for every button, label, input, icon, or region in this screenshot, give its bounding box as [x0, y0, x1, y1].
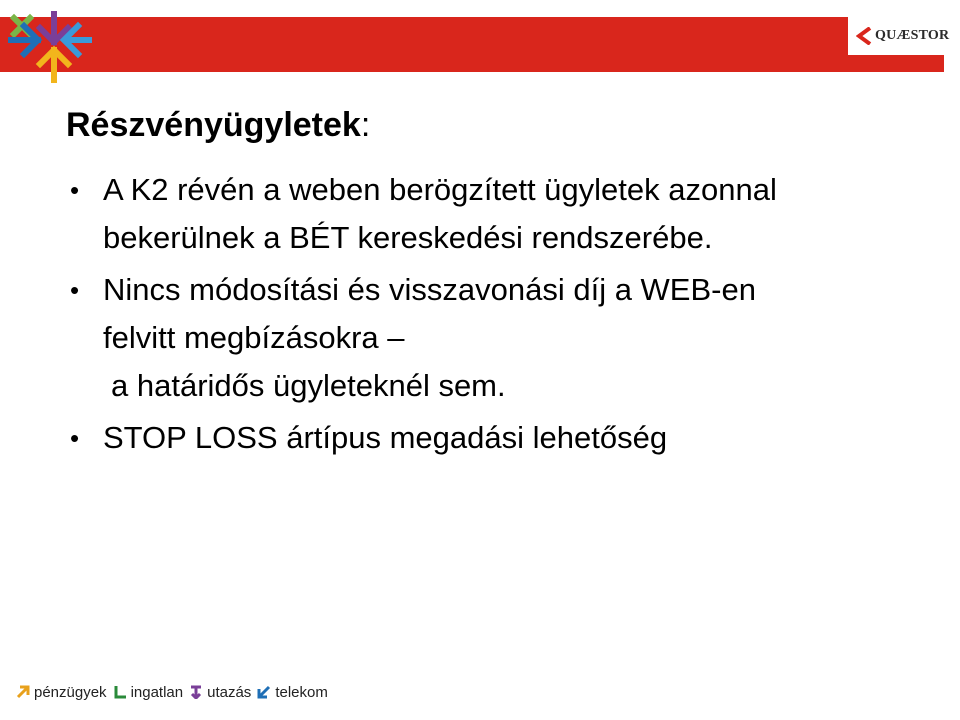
bullet-line: • Nincs módosítási és visszavonási díj a WEB-en [103, 272, 756, 307]
slide-title [66, 106, 370, 145]
quaestor-chevron-icon [856, 27, 872, 45]
bullet-item [66, 266, 906, 410]
slide-title-suffix: : [360, 106, 371, 144]
header-bar [0, 17, 944, 72]
footer-item-penzugyek [16, 684, 107, 701]
quaestor-logo [846, 17, 950, 55]
arrow-down-icon [189, 685, 203, 699]
bullet-line: • STOP LOSS ártípus megadási lehetőség [103, 420, 668, 455]
footer-label: pénzügyek [34, 683, 107, 701]
footer-item-telekom [257, 684, 328, 701]
colorful-arrows-logo-icon [8, 10, 92, 86]
bullet-line: a határidős ügyleteknél sem. [111, 368, 506, 403]
footer-item-ingatlan [113, 684, 184, 701]
arrow-corner-icon [113, 685, 127, 699]
arrow-up-right-icon [16, 685, 30, 699]
quaestor-wordmark: QUÆSTOR [875, 28, 950, 43]
footer-categories [16, 680, 334, 704]
arrow-down-left-icon [257, 685, 271, 699]
footer-label: utazás [207, 683, 252, 701]
bullet-list [66, 166, 906, 466]
bullet-item [66, 414, 906, 462]
footer-label: telekom [275, 683, 328, 701]
footer-label: ingatlan [130, 683, 184, 701]
slide-title-bold: Részvényügyletek [66, 106, 361, 144]
bullet-line: bekerülnek a BÉT kereskedési rendszerébe. [103, 220, 713, 255]
bullet-line: felvitt megbízásokra – [103, 320, 405, 355]
footer-item-utazas [189, 684, 251, 701]
bullet-item [66, 166, 906, 262]
bullet-line: • A K2 révén a weben berögzített ügyletek azonnal [103, 172, 777, 207]
